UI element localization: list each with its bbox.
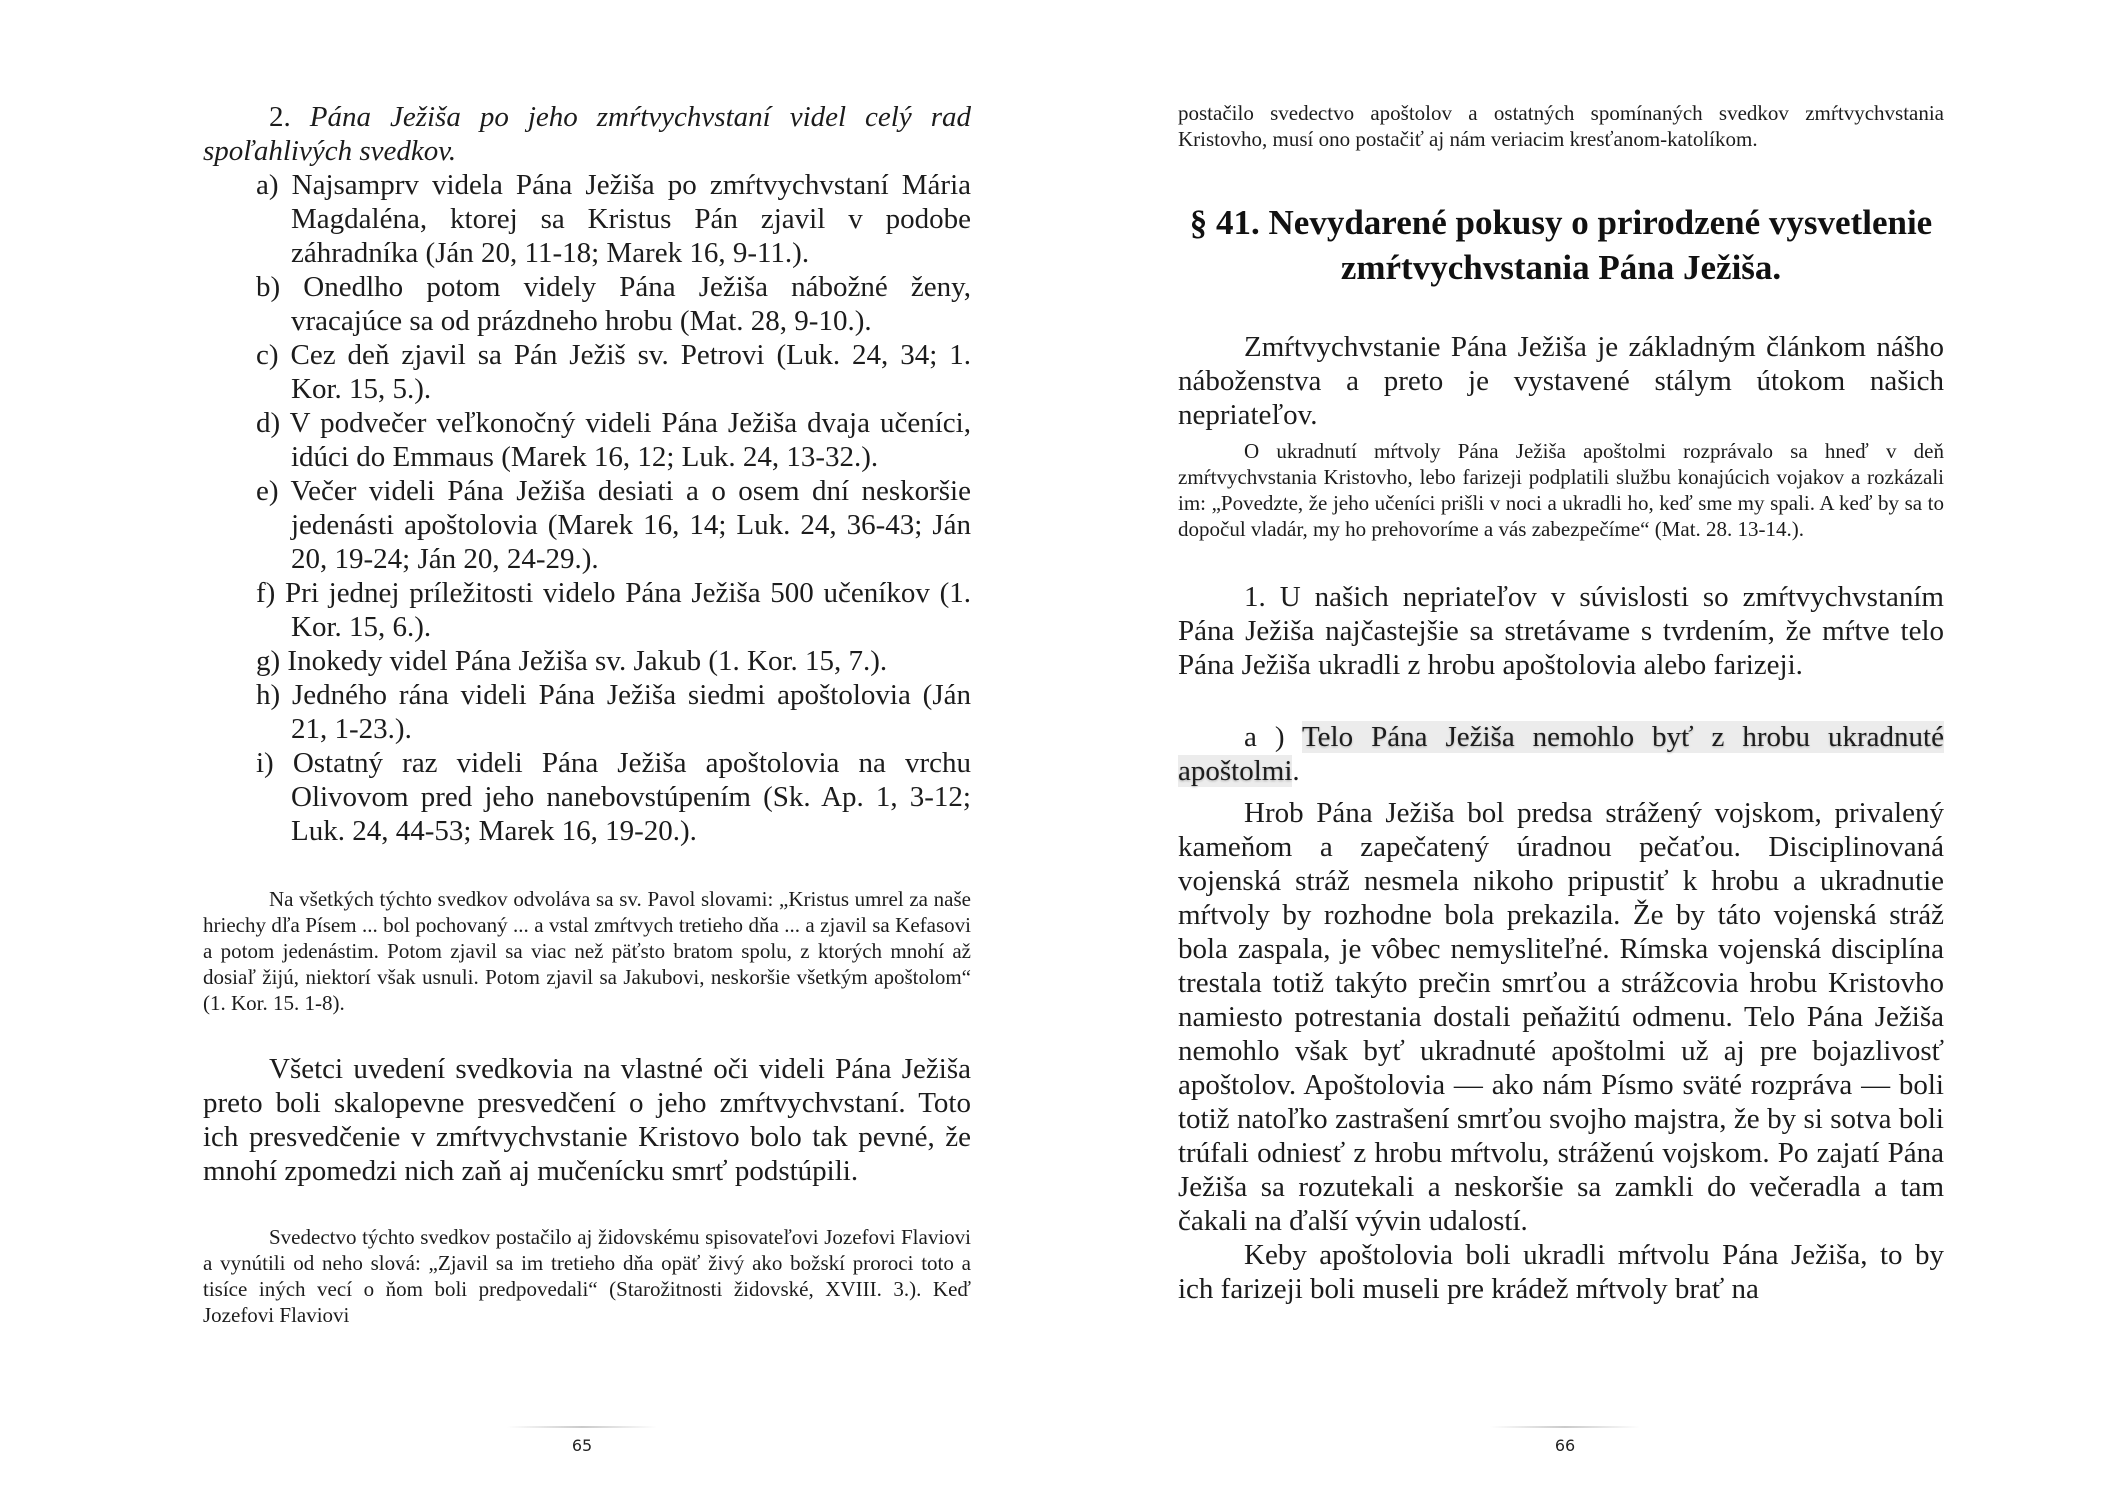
list-item: c) Cez deň zjavil sa Pán Ježiš sv. Petrovi (Luk. 24, 34; 1. Kor. 15, 5.).: [256, 339, 971, 405]
point-2-number: 2.: [269, 101, 310, 133]
last-paragraph: Keby apoštolovia boli ukradli mŕtvolu Pána Ježiša, to by ich farizeji boli museli pre krádež mŕtvoly brať na: [1178, 1239, 1944, 1305]
intro-small-paragraph: O ukradnutí mŕtvoly Pána Ježiša apoštolmi rozprávalo sa hneď v deň zmŕtvychvstania Kristovho, lebo farizeji podplatili službu konajúcich vojakov a rozkázali im: „Povedzte, že jeho učeníci prišli v noci a ukradli ho, keď sme my spali. A keď by sa to dopočul vladár, my ho prehovoríme a vás zabezpečíme“ (Mat. 28. 13-14.).: [1178, 439, 1944, 541]
point-2-heading: [203, 100, 971, 168]
flavius-paragraph: Svedectvo týchto svedkov postačilo aj židovskému spisovateľovi Jozefovi Flaviovi a vynútili od neho slová: „Zjavil sa im tretieho dňa opäť živý ako božskí proroci toto a tisíce iných vecí o ňom boli predpovedali“ (Starožitnosti židovské, XVIII. 3.). Keď Jozefovi Flaviovi: [203, 1225, 971, 1327]
subpoint-a-suffix: .: [1292, 755, 1300, 787]
list-item: f) Pri jednej príležitosti videlo Pána Ježiša 500 učeníkov (1. Kor. 15, 6.).: [256, 577, 971, 643]
section-heading-line-2: zmŕtvychvstania Pána Ježiša.: [1340, 248, 1782, 287]
list-item: a) Najsamprv videla Pána Ježiša po zmŕtvychvstaní Mária Magdaléna, ktorej sa Kristus Pán zjavil v podobe záhradníka (Ján 20, 11-18; Marek 16, 9-11.).: [256, 169, 971, 269]
subpoint-a-prefix: a ): [1244, 721, 1302, 753]
witnesses-paragraph: Všetci uvedení svedkovia na vlastné oči videli Pána Ježiša preto boli skalopevne presvedčení o jeho zmŕtvychvstaní. Toto ich presvedčenie v zmŕtvychvstanie Kristovo bolo tak pevné, že mnohí zpomedzi nich zaň aj mučenícku smrť podstúpili.: [203, 1053, 971, 1187]
list-item: i) Ostatný raz videli Pána Ježiša apoštolovia na vrchu Olivovom pred jeho nanebovstúpením (Sk. Ap. 1, 3-12; Luk. 24, 44-53; Marek 16, 19-20.).: [256, 747, 971, 847]
grave-paragraph: Hrob Pána Ježiša bol predsa strážený vojskom, privalený kameňom a zapečatený úradnou pečaťou. Disciplinovaná vojenská stráž nesmela nikoho pripustiť k hrobu a ukradnutie mŕtvoly by rozhodne bola prekazila. Že by táto vojenská stráž bola zaspala, je vôbec nemysliteľné. Rímska vojenská disciplína trestala totiž takýto prečin smrťou a strážcovia hrobu Kristovho namiesto potrestania dostali peňažitú odmenu. Telo Pána Ježiša nemohlo však byť ukradnuté apoštolmi už aj pre bojazlivosť apoštolov. Apoštolovia — ako nám Písmo sväté rozpráva — boli totiž natoľko zastrašení smrťou svojho majstra, že by si sotva boli trúfali odniesť z hrobu mŕtvolu, stráženú vojskom. Po zajatí Pána Ježiša sa rozutekali a neskoršie sa zamkli do večeradla a tam čakali na ďalší vývin udalostí.: [1178, 797, 1944, 1237]
section-heading: [1178, 200, 1944, 290]
page-number: 65: [571, 1436, 593, 1455]
list-item: d) V podvečer veľkonočný videli Pána Ježiša dvaja učeníci, idúci do Emmaus (Marek 16, 12; Luk. 24, 13-32.).: [256, 407, 971, 473]
footer-rule: [1490, 1426, 1640, 1428]
point-2-title: Pána Ježiša po jeho zmŕtvychvstaní videl celý rad spoľahlivých svedkov.: [203, 101, 971, 167]
witness-list: [203, 168, 971, 848]
footer-rule: [507, 1426, 657, 1428]
right-text-column: [1178, 100, 1944, 1306]
list-item: g) Inokedy videl Pána Ježiša sv. Jakub (1. Kor. 15, 7.).: [256, 645, 888, 677]
pavol-quote: Na všetkých týchto svedkov odvoláva sa sv. Pavol slovami: „Kristus umrel za naše hriechy dľa Písem ... bol pochovaný ... a vstal zmŕtvych tretieho dňa ... a zjavil sa Kefasovi a potom jedenástim. Potom zjavil sa viac než päťsto bratom spolu, z ktorých mnohí až dosiaľ žijú, niektorí však usnuli. Potom zjavil sa Jakubovi, neskoršie všetkým apoštolom“ (1. Kor. 15. 1-8).: [203, 887, 971, 1015]
subpoint-a-title: Telo Pána Ježiša nemohlo byť z hrobu ukradnuté apoštolmi: [1178, 721, 1944, 787]
list-item: b) Onedlho potom videly Pána Ježiša nábožné ženy, vracajúce sa od prázdneho hrobu (Mat. 28, 9-10.).: [256, 271, 971, 337]
point-1-paragraph: 1. U našich nepriateľov v súvislosti so zmŕtvychvstaním Pána Ježiša najčastejšie sa stretávame s tvrdením, že mŕtve telo Pána Ježiša ukradli z hrobu apoštolovia alebo farizeji.: [1178, 581, 1944, 681]
right-page: [1061, 0, 2122, 1500]
section-heading-line-1: § 41. Nevydarené pokusy o prirodzené vysvetlenie: [1189, 203, 1933, 242]
subpoint-a: [1178, 720, 1944, 788]
page-number: 66: [1554, 1436, 1576, 1455]
intro-paragraph: Zmŕtvychvstanie Pána Ježiša je základným článkom nášho náboženstva a preto je vystavené stálym útokom našich nepriateľov.: [1178, 331, 1944, 431]
list-item: e) Večer videli Pána Ježiša desiati a o osem dní neskoršie jedenásti apoštolovia (Marek 16, 14; Luk. 24, 36-43; Ján 20, 19-24; Ján 20, 24-29.).: [256, 475, 971, 575]
left-text-column: [203, 96, 971, 1328]
list-item: h) Jedného rána videli Pána Ježiša siedmi apoštolovia (Ján 21, 1-23.).: [256, 679, 971, 745]
continuation-text: postačilo svedectvo apoštolov a ostatných spomínaných svedkov zmŕtvychvstania Kristovho, musí ono postačiť aj nám veriacim kresťanom-katolíkom.: [1178, 101, 1944, 151]
